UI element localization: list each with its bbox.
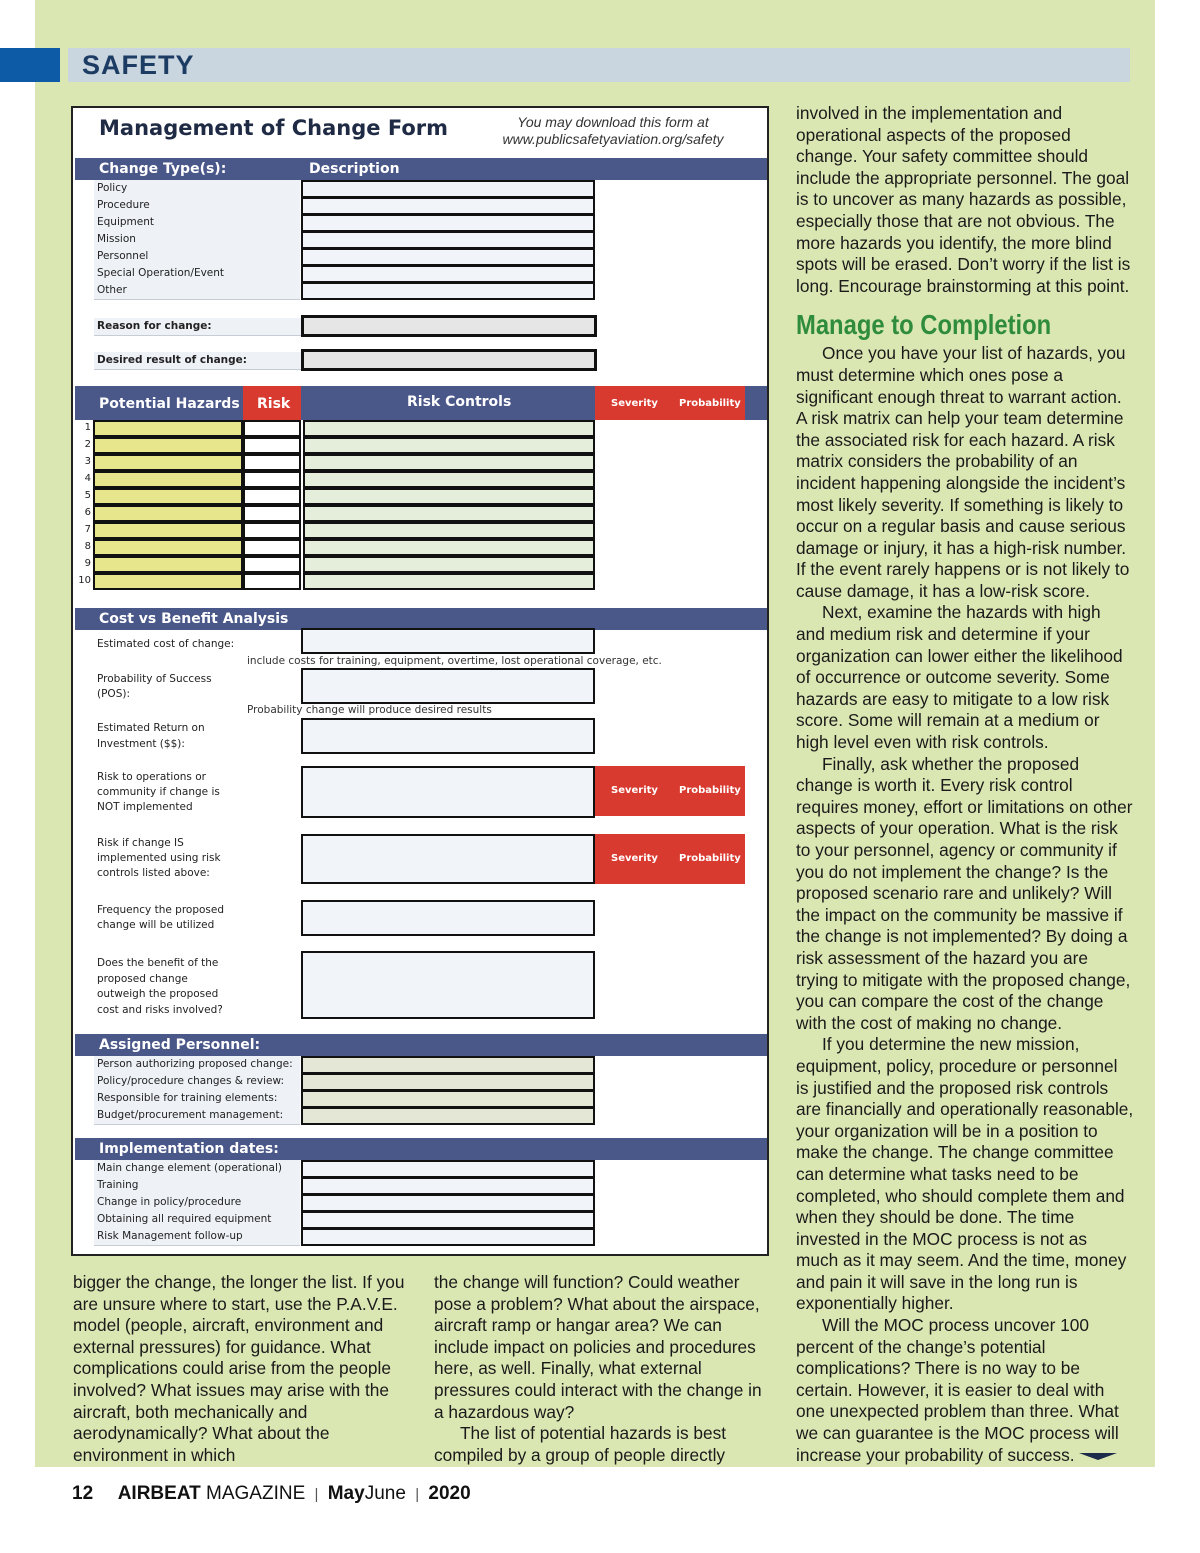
change-description-field[interactable] <box>301 180 595 198</box>
change-type-label: Special Operation/Event <box>97 267 225 279</box>
article-column-1 <box>73 1272 405 1466</box>
risk-field[interactable] <box>243 454 301 471</box>
download-note: You may download this form at www.publicsafetyaviation.org/safety <box>502 114 724 147</box>
implementation-label: Change in policy/procedure <box>97 1196 242 1208</box>
implementation-date-field[interactable] <box>301 1160 595 1178</box>
change-type-row <box>94 265 300 283</box>
hazard-number: 5 <box>84 490 91 501</box>
risk-control-field[interactable] <box>303 556 595 573</box>
change-description-field[interactable] <box>301 282 595 300</box>
change-type-row <box>94 197 300 215</box>
pos-note: Probability change will produce desired results <box>247 704 492 716</box>
hazard-row <box>75 539 767 556</box>
risk-is-rating <box>595 834 745 884</box>
risk-control-field[interactable] <box>303 539 595 556</box>
estimated-cost-label: Estimated cost of change: <box>97 638 235 650</box>
change-type-label: Policy <box>97 182 128 194</box>
risk-is-field[interactable] <box>301 834 595 884</box>
change-type-label: Equipment <box>97 216 154 228</box>
hazard-row <box>75 488 767 505</box>
implementation-label: Risk Management follow-up <box>97 1230 243 1242</box>
reason-label-cell <box>94 318 320 336</box>
issue-month-2: June <box>364 1483 406 1504</box>
implementation-row <box>94 1194 300 1212</box>
risk-control-field[interactable] <box>303 420 595 437</box>
risk-field[interactable] <box>243 437 301 454</box>
severity-header: Severity <box>611 398 658 409</box>
risk-not-severity: Severity <box>611 785 658 796</box>
probability-header: Probability <box>679 398 741 409</box>
hazard-number: 2 <box>84 439 91 450</box>
roi-field[interactable] <box>301 718 595 754</box>
risk-field[interactable] <box>243 471 301 488</box>
personnel-row <box>94 1107 300 1125</box>
implementation-row <box>94 1177 300 1195</box>
change-type-label: Procedure <box>97 199 150 211</box>
hazard-number: 1 <box>84 422 91 433</box>
frequency-label: Frequency the proposed change will be utilized <box>97 904 225 931</box>
benefit-label: Does the benefit of the proposed change outweigh the proposed cost and risks involved? <box>97 957 223 1016</box>
risk-field[interactable] <box>243 539 301 556</box>
personnel-label: Person authorizing proposed change: <box>97 1058 293 1070</box>
risk-field[interactable] <box>243 505 301 522</box>
section-heading: Manage to Completion <box>796 309 1052 341</box>
risk-field[interactable] <box>243 573 301 590</box>
change-type-label: Personnel <box>97 250 149 262</box>
personnel-row <box>94 1056 300 1074</box>
risk-is-severity: Severity <box>611 853 658 864</box>
section-tab <box>0 48 60 82</box>
risk-is-probability: Probability <box>679 853 741 864</box>
col3-paragraph-6: Will the MOC process uncover 100 percent of the change’s potential complications? There is no way to be certain. However, it is easier to deal with one unexpected problem than three. What we can guarantee is the MOC process will increase your probability of success. <box>796 1315 1119 1465</box>
change-description-field[interactable] <box>301 231 595 249</box>
hazard-field[interactable] <box>93 437 243 454</box>
hazard-row <box>75 573 767 590</box>
implementation-label: Main change element (operational) <box>97 1162 282 1174</box>
personnel-header: Assigned Personnel: <box>99 1037 261 1053</box>
hazard-row <box>75 454 767 471</box>
hazard-number: 3 <box>84 456 91 467</box>
implementation-band <box>75 1138 767 1160</box>
personnel-label: Responsible for training elements: <box>97 1092 278 1104</box>
implementation-date-field[interactable] <box>301 1194 595 1212</box>
implementation-row <box>94 1211 300 1229</box>
col3-paragraph-5: If you determine the new mission, equipment, policy, procedure or personnel is justified and the proposed risk controls are financially and operationally reasonable, your organization will be in a position to make the change. The change committee can determine what tasks need to be completed, who should complete them and when they should be done. The time invested in the MOC process is not as much as it may seem. And the time, money and pain it will save in the long run is exponentially higher. <box>796 1034 1134 1314</box>
hazard-row <box>75 420 767 437</box>
risk-not-field[interactable] <box>301 766 595 818</box>
reason-label: Reason for change: <box>97 320 212 332</box>
hazard-field[interactable] <box>93 505 243 522</box>
hazard-field[interactable] <box>93 522 243 539</box>
page-number: 12 <box>72 1483 94 1504</box>
hazard-field[interactable] <box>93 573 243 590</box>
issue-year: 2020 <box>428 1483 471 1504</box>
magazine-brand: AIRBEAT <box>117 1483 201 1504</box>
risk-header-cell <box>243 386 301 420</box>
risk-header: Risk <box>257 396 291 412</box>
roi-label: Estimated Return on Investment ($$): <box>97 722 205 750</box>
hazard-row <box>75 471 767 488</box>
change-type-label: Other <box>97 284 127 296</box>
pos-field[interactable] <box>301 668 595 704</box>
change-type-row <box>94 248 300 266</box>
page-footer: 12 AIRBEAT MAGAZINE | MayJune | 2020 <box>72 1483 471 1504</box>
risk-field[interactable] <box>243 522 301 539</box>
benefit-field[interactable] <box>301 951 595 1019</box>
change-description-field[interactable] <box>301 248 595 266</box>
risk-is-label: Risk if change IS implemented using risk controls listed above: <box>97 837 221 879</box>
risk-control-field[interactable] <box>303 471 595 488</box>
personnel-field[interactable] <box>301 1073 595 1091</box>
risk-field[interactable] <box>243 488 301 505</box>
col2-paragraph-2: The list of potential hazards is best compiled by a group of people directly <box>434 1423 727 1465</box>
col1-paragraph: bigger the change, the longer the list. If you are unsure where to start, use the P.A.V.E. model (people, aircraft, environment and external pressures) for guidance. What complications could arise from the people involved? What issues may arise with the aircraft, both mechanically and aerodynamically? What about the environment in which <box>73 1272 405 1465</box>
risk-control-field[interactable] <box>303 505 595 522</box>
hazard-row <box>75 437 767 454</box>
implementation-date-field[interactable] <box>301 1228 595 1246</box>
risk-control-field[interactable] <box>303 522 595 539</box>
implementation-date-field[interactable] <box>301 1177 595 1195</box>
risk-not-probability: Probability <box>679 785 741 796</box>
hazard-number: 9 <box>84 558 91 569</box>
hazard-row <box>75 556 767 573</box>
hazard-number: 10 <box>78 575 91 586</box>
hazard-number: 7 <box>84 524 91 535</box>
col3-paragraph-2: Once you have your list of hazards, you must determine which ones pose a significant enough threat to warrant action. A risk matrix can help your team determine the associated risk for each hazard. A risk matrix considers the probability of an incident happening alongside the incident’s most likely severity. If something is likely to occur on a regular basis and cause serious damage or injury, it has a high-risk number. If the event rarely happens or is not likely to cause damage, it has a low-risk score. <box>796 343 1130 601</box>
risk-control-field[interactable] <box>303 437 595 454</box>
risk-controls-header: Risk Controls <box>407 394 512 410</box>
hazard-field[interactable] <box>93 539 243 556</box>
personnel-label: Budget/procurement management: <box>97 1109 284 1121</box>
risk-control-field[interactable] <box>303 573 595 590</box>
personnel-row <box>94 1073 300 1091</box>
personnel-label: Policy/procedure changes & review: <box>97 1075 285 1087</box>
col2-paragraph-1: the change will function? Could weather pose a problem? What about the airspace, aircraft ramp or hangar area? We can include impact on policies and procedures here, as well. Finally, what external pressures could interact with the change in a hazardous way? <box>434 1272 762 1422</box>
issue-month-1: May <box>327 1483 365 1504</box>
section-label: SAFETY <box>82 50 195 80</box>
personnel-field[interactable] <box>301 1090 595 1108</box>
implementation-row <box>94 1228 300 1246</box>
hazard-row <box>75 505 767 522</box>
risk-control-field[interactable] <box>303 454 595 471</box>
article-column-3 <box>796 103 1134 1466</box>
implementation-header: Implementation dates: <box>99 1141 279 1157</box>
risk-not-rating <box>595 766 745 816</box>
implementation-label: Training <box>97 1179 139 1191</box>
change-types-header: Change Type(s): <box>99 161 227 177</box>
change-type-row <box>94 214 300 232</box>
personnel-field[interactable] <box>301 1056 595 1074</box>
hazard-field[interactable] <box>93 420 243 437</box>
implementation-row <box>94 1160 300 1178</box>
desired-label: Desired result of change: <box>97 354 247 366</box>
hazards-header: Potential Hazards <box>99 396 240 412</box>
risk-not-label: Risk to operations or community if change is NOT implemented <box>97 771 220 813</box>
desired-field[interactable] <box>301 349 597 371</box>
section-header-bar <box>68 48 1130 82</box>
col3-paragraph-1: involved in the implementation and operational aspects of the proposed change. Your safety committee should include the appropriate personnel. The goal is to uncover as many hazards as possible, especially those that are not obvious. The more hazards you identify, the more blind spots will be erased. Don’t worry if the list is long. Encourage brainstorming at this point. <box>796 103 1131 296</box>
personnel-row <box>94 1090 300 1108</box>
risk-control-field[interactable] <box>303 488 595 505</box>
frequency-field[interactable] <box>301 900 595 936</box>
risk-field[interactable] <box>243 556 301 573</box>
pos-label: Probability of Success (POS): <box>97 673 212 700</box>
magazine-word: MAGAZINE <box>206 1483 306 1504</box>
change-description-field[interactable] <box>301 265 595 283</box>
hazard-field[interactable] <box>93 471 243 488</box>
desired-label-cell <box>94 352 320 370</box>
col3-paragraph-4: Finally, ask whether the proposed change is worth it. Every risk control requires money, effort or limitations on other aspects of your operation. What is the risk to your personnel, agency or community if you do not implement the change? Is the proposed scenario rare and unlikely? Will the impact on the community be massive if the change is not implemented? By doing a risk assessment of the hazard you are trying to mitigate with the proposed change, you can compare the cost of the change with the cost of making no change. <box>796 753 1133 1033</box>
change-description-field[interactable] <box>301 197 595 215</box>
change-type-row <box>94 180 300 198</box>
change-type-row <box>94 282 300 300</box>
cost-note: include costs for training, equipment, overtime, lost operational coverage, etc. <box>247 655 662 667</box>
col3-paragraph-3: Next, examine the hazards with high and medium risk and determine if your organization can lower either the likelihood of occurrence or outcome severity. Some hazards are easy to mitigate to a low risk score. Some will remain at a medium or high level even with risk controls. <box>796 602 1123 753</box>
change-type-label: Mission <box>97 233 136 245</box>
hazard-row <box>75 522 767 539</box>
article-column-2 <box>434 1272 772 1466</box>
hazard-field[interactable] <box>93 454 243 471</box>
change-description-field[interactable] <box>301 214 595 232</box>
hazard-number: 6 <box>84 507 91 518</box>
hazard-number: 8 <box>84 541 91 552</box>
hazard-number: 4 <box>84 473 91 484</box>
hazard-field[interactable] <box>93 488 243 505</box>
implementation-date-field[interactable] <box>301 1211 595 1229</box>
estimated-cost-field[interactable] <box>301 628 595 654</box>
personnel-field[interactable] <box>301 1107 595 1125</box>
description-header: Description <box>309 161 400 177</box>
hazard-field[interactable] <box>93 556 243 573</box>
end-mark-icon <box>1079 1452 1117 1460</box>
change-type-row <box>94 231 300 249</box>
severity-probability-header <box>595 386 745 420</box>
cost-benefit-band <box>75 608 767 630</box>
reason-field[interactable] <box>301 315 597 337</box>
cost-benefit-header: Cost vs Benefit Analysis <box>99 611 289 627</box>
management-of-change-form <box>71 106 769 1256</box>
form-title: Management of Change Form <box>99 116 448 140</box>
risk-field[interactable] <box>243 420 301 437</box>
implementation-label: Obtaining all required equipment <box>97 1213 272 1225</box>
change-types-band <box>75 158 767 180</box>
personnel-band <box>75 1034 767 1056</box>
